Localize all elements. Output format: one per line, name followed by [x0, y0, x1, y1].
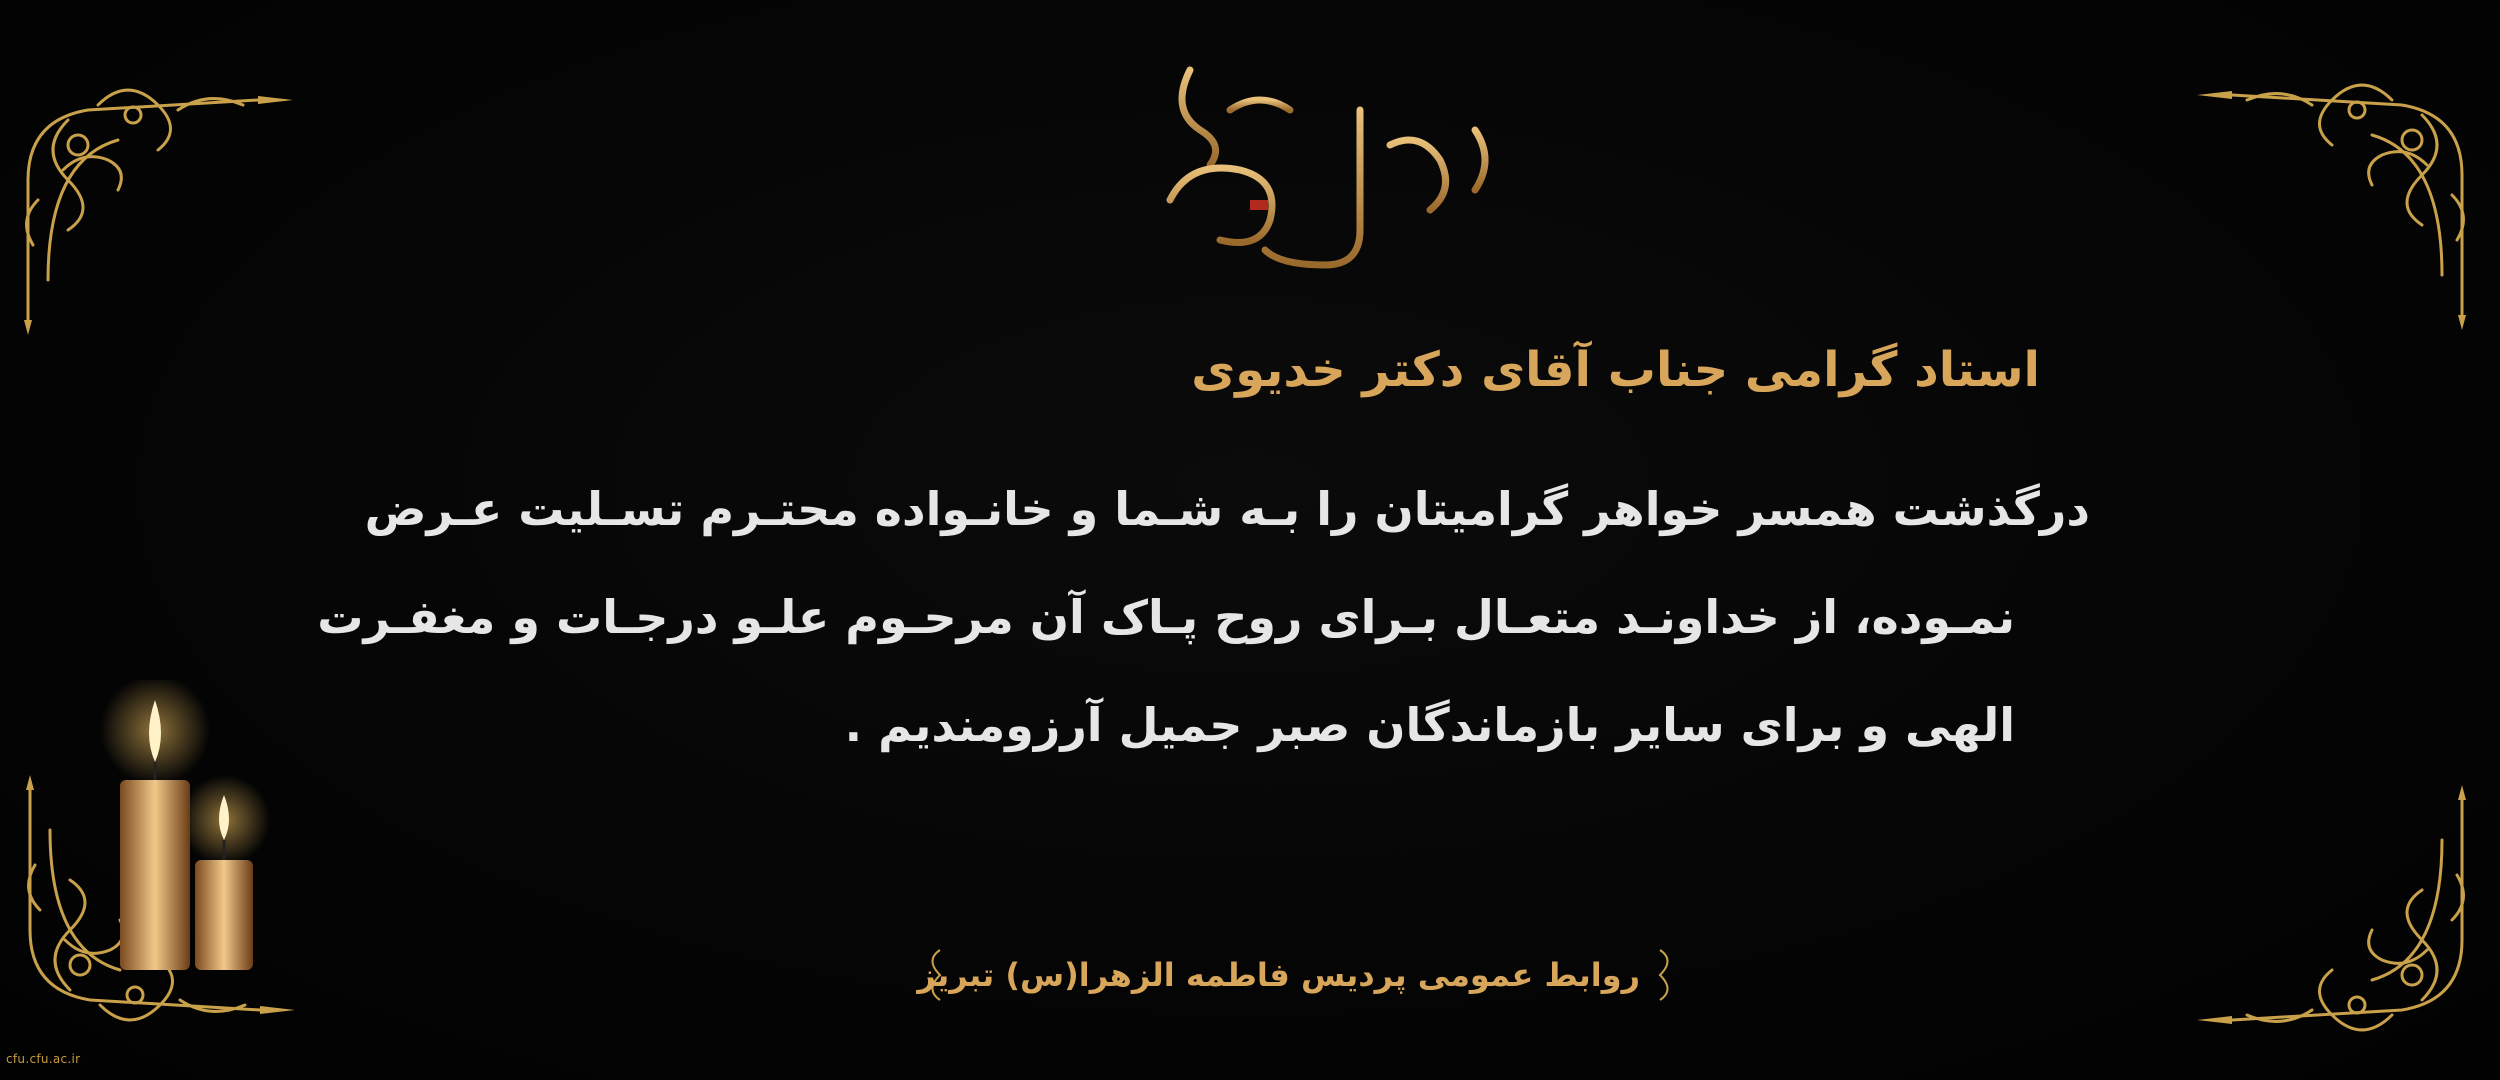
- calligraphy-logo: [1130, 50, 1510, 290]
- watermark: cfu.cfu.ac.ir: [6, 1052, 81, 1066]
- flourish-icon: [1650, 945, 1680, 1005]
- footer-text: روابط عمومی پردیس فاطمه الزهرا(س) تبریز: [917, 956, 1640, 994]
- corner-ornament-top-right-icon: [2182, 55, 2482, 335]
- message-line: نمـوده، از خداونـد متعـال بـرای روح پـاک آن مرحـوم علـو درجـات و مغفـرت: [317, 590, 2015, 644]
- footer-signature: [917, 945, 1680, 1005]
- candle-icon: [95, 680, 285, 980]
- headline: استاد گرامی جناب آقای دکتر خدیوی: [1191, 342, 2040, 398]
- corner-ornament-bottom-right-icon: [2182, 780, 2482, 1060]
- message-line: الهی و برای سایر بازماندگان صبر جمیل آرزومندیم .: [844, 698, 2015, 752]
- message-line: درگذشت همسر خواهر گرامیتان را بـه شـما و خانـواده محتـرم تسـلیت عـرض: [364, 482, 2090, 536]
- condolence-message: [317, 455, 2090, 779]
- corner-ornament-top-left-icon: [8, 60, 308, 340]
